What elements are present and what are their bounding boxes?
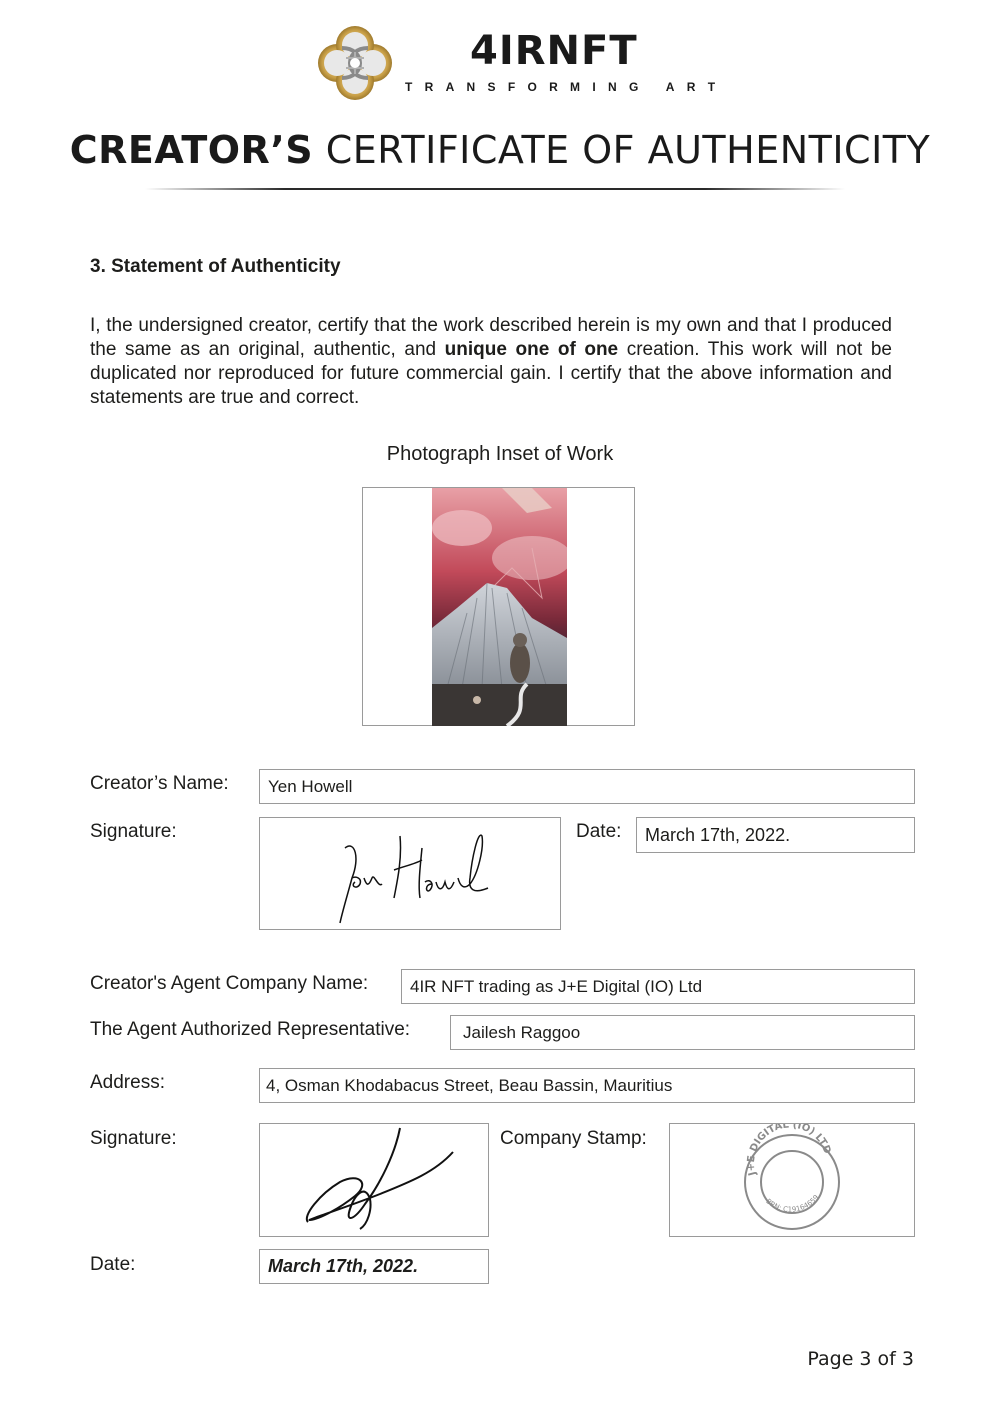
statement-paragraph [90, 314, 892, 410]
statement-text-1: I, the undersigned creator, certify that the work described herein is my own and that I produced the same as an original, authentic, and [90, 315, 892, 360]
svg-text:BRN: C19164659 [764, 1194, 820, 1214]
agent-signature-image [260, 1124, 488, 1236]
agent-date-label: Date: [90, 1254, 136, 1275]
agent-rep-label: The Agent Authorized Representative: [90, 1019, 411, 1040]
agent-address-field: 4, Osman Khodabacus Street, Beau Bassin, Mauritius [259, 1068, 915, 1103]
certificate-title-rest: CERTIFICATE OF AUTHENTICITY [325, 128, 931, 172]
brand-name: 4IRNFT [470, 28, 638, 74]
agent-address-label: Address: [90, 1072, 165, 1093]
agent-stamp-box [669, 1123, 915, 1237]
creator-signature-image [260, 818, 560, 929]
inset-title: Photograph Inset of Work [386, 443, 614, 465]
agent-signature-box [259, 1123, 489, 1237]
agent-company-label: Creator's Agent Company Name: [90, 973, 369, 994]
brand-tagline: TRANSFORMING ART [405, 80, 728, 94]
statement-text-bold: unique one of one [444, 339, 619, 360]
brand-logo-icon [316, 24, 394, 102]
header-divider [145, 188, 845, 190]
creator-name-field: Yen Howell [259, 769, 915, 804]
page-number: Page 3 of 3 [807, 1348, 914, 1370]
certificate-title-bold: CREATOR’S [69, 128, 314, 172]
company-stamp-image [670, 1124, 914, 1236]
creator-name-label: Creator’s Name: [90, 773, 229, 794]
agent-signature-label: Signature: [90, 1128, 177, 1149]
agent-company-field: 4IR NFT trading as J+E Digital (IO) Ltd [401, 969, 915, 1004]
stamp-text-bottom: BRN: C19164659 [764, 1193, 821, 1214]
creator-date-field: March 17th, 2022. [636, 817, 915, 853]
statement-text-2: creation. This work will not be duplicated nor reproduced for future commercial gain. I certify that the above information and statements are true and correct. [90, 339, 893, 408]
agent-date-field: March 17th, 2022. [259, 1249, 489, 1284]
agent-stamp-label: Company Stamp: [500, 1128, 647, 1149]
agent-rep-field: Jailesh Raggoo [450, 1015, 915, 1050]
artwork-photo [432, 488, 567, 726]
creator-signature-label: Signature: [90, 821, 177, 842]
creator-date-label: Date: [576, 821, 622, 842]
section-heading: 3. Statement of Authenticity [90, 256, 341, 277]
certificate-title [0, 128, 1000, 172]
stamp-text-top: J+E DIGITAL (IO) LTD [745, 1124, 833, 1177]
creator-signature-box [259, 817, 561, 930]
